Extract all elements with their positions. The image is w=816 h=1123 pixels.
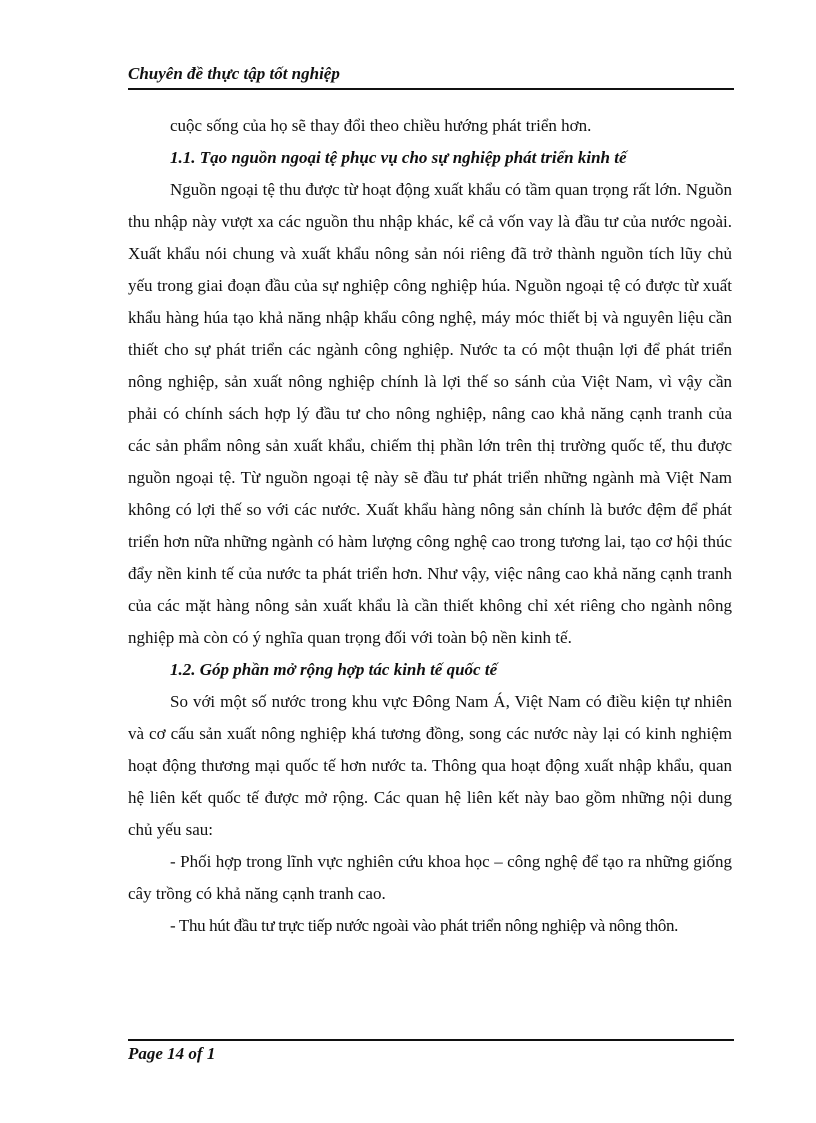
section-paragraph-1-2: So với một số nước trong khu vực Đông Nam Á, Việt Nam có điều kiện tự nhiên và cơ cấu sản xuất nông nghiệp khá tương đồng, song các nước này lại có kinh nghiệm hoạt động thương mại quốc tế hơn nước ta. Thông qua hoạt động xuất nhập khẩu, quan hệ liên kết quốc tế được mở rộng. Các quan hệ liên kết này bao gồm những nội dung chủ yếu sau:	[128, 692, 732, 839]
section-paragraph-1-1: Nguồn ngoại tệ thu được từ hoạt động xuất khẩu có tầm quan trọng rất lớn. Nguồn thu nhập này vượt xa các nguồn thu nhập khác, kể cả vốn vay là đầu tư của nước ngoài. Xuất khẩu nói chung và xuất khẩu nông sản nói riêng đã trở thành nguồn tích lũy chủ yếu trong giai đoạn đầu của sự nghiệp công nghiệp húa. Nguồn ngoại tệ có được từ xuất khẩu hàng húa tạo khả năng nhập khẩu công nghệ, máy móc thiết bị và nguyên liệu cần thiết cho sự phát triển các ngành công nghiệp. Nước ta có một thuận lợi để phát triển nông nghiệp, sản xuất nông nghiệp chính là lợi thế so sánh của Việt Nam, vì vậy cần phải có chính sách hợp lý đầu tư cho nông nghiệp, nâng cao khả năng cạnh tranh của các sản phẩm nông sản xuất khẩu, chiếm thị phần lớn trên thị trường quốc tế, thu được nguồn ngoại tệ. Từ nguồn ngoại tệ này sẽ đầu tư phát triển những ngành mà Việt Nam không có lợi thế so với các nước. Xuất khẩu hàng nông sản chính là bước đệm để phát triển hơn nữa những ngành có hàm lượng công nghệ cao trong tương lai, tạo cơ hội thúc đẩy nền kinh tế của nước ta phát triển hơn. Như vậy, việc nâng cao khả năng cạnh tranh của các mặt hàng nông sản xuất khẩu là cần thiết không chỉ xét riêng cho ngành nông nghiệp mà còn có ý nghĩa quan trọng đối với toàn bộ nền kinh tế.	[128, 180, 732, 647]
footer-divider	[128, 1039, 734, 1041]
continuation-paragraph: cuộc sống của họ sẽ thay đổi theo chiều hướng phát triển hơn.	[170, 116, 592, 135]
document-body	[128, 110, 732, 942]
page-header	[128, 60, 734, 90]
section-heading-1-2: 1.2. Góp phần mở rộng hợp tác kinh tế quốc tế	[170, 660, 498, 679]
page-number: Page 14 of 1	[128, 1044, 216, 1063]
header-title: Chuyên đề thực tập tốt nghiệp	[128, 64, 340, 83]
bullet-item-1: - Phối hợp trong lĩnh vực nghiên cứu khoa học – công nghệ để tạo ra những giống cây trồng có khả năng cạnh tranh cao.	[128, 852, 732, 903]
bullet-item-2: - Thu hút đầu tư trực tiếp nước ngoài vào phát triển nông nghiệp và nông thôn.	[170, 916, 679, 935]
section-heading-1-1: 1.1. Tạo nguồn ngoại tệ phục vụ cho sự nghiệp phát triển kinh tế	[170, 148, 627, 167]
